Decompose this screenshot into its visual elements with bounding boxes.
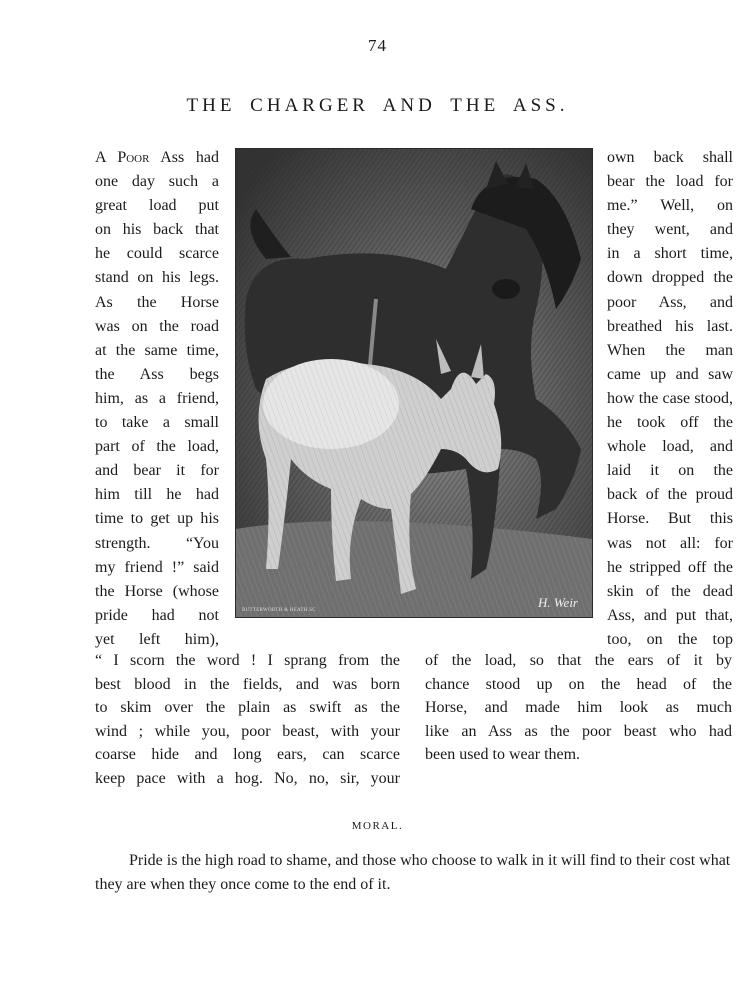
text-line: back of the proud <box>607 486 733 504</box>
right-text-column <box>607 146 733 652</box>
text-line: coarse hide and long ears, can scarce <box>95 746 400 763</box>
text-line: to skim over the plain as swift as the <box>95 699 400 716</box>
left-text-column <box>95 146 219 652</box>
text-line: was on the road <box>95 317 219 335</box>
engraving-illustration <box>235 148 593 618</box>
text-line: pride had not <box>95 606 219 624</box>
text-line: in a short time, <box>607 245 733 263</box>
text-line: on his back that <box>95 221 219 239</box>
text-line: him till he had <box>95 486 219 504</box>
text-line: he could scarce <box>95 245 219 263</box>
text-line: own back shall <box>607 149 733 166</box>
text-line: A Poor Ass had <box>95 149 219 166</box>
text-line: my friend !” said <box>95 558 219 576</box>
text-line: whole load, and <box>607 438 733 456</box>
page-number: 74 <box>368 36 387 55</box>
text-line: me.” Well, on <box>607 197 733 215</box>
text-line: strength. “You <box>95 534 219 552</box>
text-line: and bear it for <box>95 462 219 480</box>
text-line: the Ass begs <box>95 365 219 383</box>
moral-text: Pride is the high road to shame, and those who choose to walk in it will find to their cost what they are when they once come to the end of it. <box>95 852 731 893</box>
horse-and-ass-engraving <box>236 149 592 617</box>
text-line: As the Horse <box>95 293 219 311</box>
text-line: laid it on the <box>607 462 733 480</box>
text-line: down dropped the <box>607 269 733 287</box>
text-line: breathed his last. <box>607 317 733 335</box>
text-line: to take a small <box>95 414 219 432</box>
text-line: skin of the dead <box>607 582 733 600</box>
bottom-right-paragraph <box>425 649 732 767</box>
text-line: the Horse (whose <box>95 582 219 600</box>
text-line: Horse. But this <box>607 510 733 528</box>
text-line: Ass, and put that, <box>607 606 733 624</box>
text-line: was not all: for <box>607 534 733 552</box>
text-line: part of the load, <box>95 438 219 456</box>
text-line: Horse, and made him look as much <box>425 699 732 716</box>
text-line: poor Ass, and <box>607 293 733 311</box>
text-line: wind ; while you, poor beast, with your <box>95 722 400 740</box>
text-line: too, on the top <box>607 630 733 648</box>
text-line: chance stood up on the head of the <box>425 675 732 693</box>
text-line: best blood in the fields, and was born <box>95 675 400 693</box>
story-title: THE CHARGER AND THE ASS. <box>186 95 569 116</box>
text-line: how the case stood, <box>607 389 733 407</box>
text-line: came up and saw <box>607 365 733 383</box>
artist-signature: H. Weir <box>538 595 578 610</box>
text-line: him, as a friend, <box>95 389 219 407</box>
text-line: yet left him), <box>95 630 219 648</box>
text-line: one day such a <box>95 173 219 191</box>
text-line: at the same time, <box>95 341 219 359</box>
text-line: he took off the <box>607 414 733 432</box>
text-line: great load put <box>95 197 219 215</box>
text-line: they went, and <box>607 221 733 239</box>
engraver-credit: BUTTERWORTH & HEATH SC <box>242 608 316 613</box>
text-line: like an Ass as the poor beast who had <box>425 722 732 740</box>
moral-heading: MORAL. <box>351 820 404 832</box>
text-line: been used to wear them. <box>425 746 581 763</box>
text-line: he stripped off the <box>607 558 733 576</box>
text-line: When the man <box>607 341 733 359</box>
text-line: stand on his legs. <box>95 269 219 287</box>
text-line: “ I scorn the word ! I sprang from the <box>95 652 400 669</box>
bottom-left-paragraph <box>95 649 400 790</box>
text-line: time to get up his <box>95 510 219 528</box>
text-line: of the load, so that the ears of it by <box>425 652 732 669</box>
text-line: bear the load for <box>607 173 733 191</box>
text-line: keep pace with a hog. No, no, sir, your <box>95 769 400 787</box>
